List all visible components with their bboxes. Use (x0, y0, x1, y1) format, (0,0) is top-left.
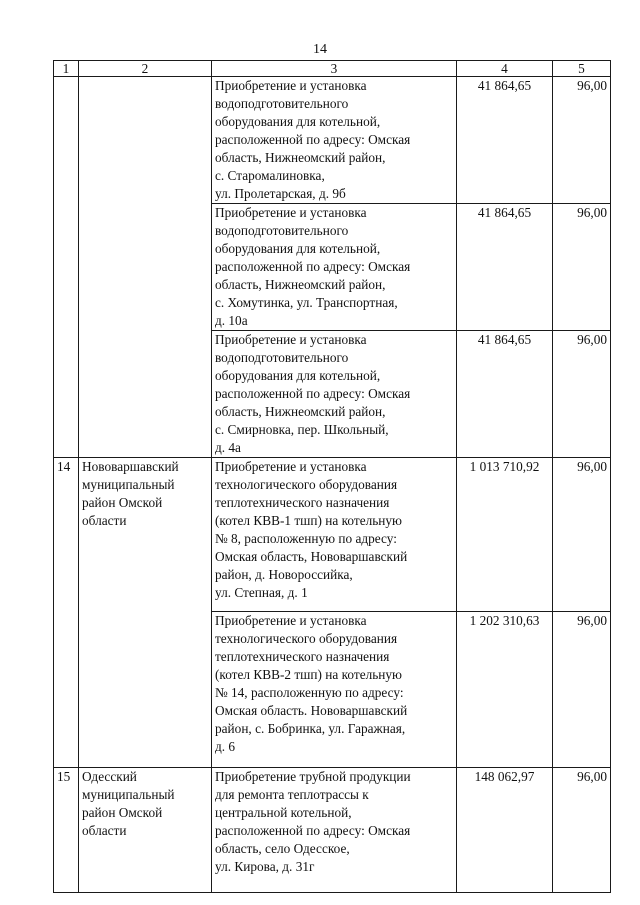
description-line: с. Хомутинка, ул. Транспортная, (215, 295, 398, 310)
description-line: теплотехнического назначения (215, 495, 390, 510)
table-row (54, 77, 611, 204)
percent-value: 96,00 (553, 77, 611, 204)
district-name (79, 204, 212, 331)
description-line: № 14, расположенную по адресу: (215, 685, 404, 700)
description-line: Приобретение и установка (215, 332, 367, 347)
description-line: Приобретение и установка (215, 459, 367, 474)
amount-value: 41 864,65 (457, 331, 553, 458)
description-line: Приобретение трубной продукции (215, 769, 411, 784)
table-row (54, 331, 611, 458)
percent-value: 96,00 (553, 204, 611, 331)
table-row (54, 458, 611, 612)
description-line: район, с. Бобринка, ул. Гаражная, (215, 721, 406, 736)
measure-description (212, 768, 457, 893)
description-line: область, Нижнеомский район, (215, 150, 386, 165)
row-number (54, 612, 79, 768)
table-row (54, 204, 611, 331)
description-line: для ремонта теплотрассы к (215, 787, 369, 802)
description-line: с. Смирновка, пер. Школьный, (215, 422, 389, 437)
description-line: ул. Степная, д. 1 (215, 585, 308, 600)
district-name (79, 77, 212, 204)
description-line: область, Нижнеомский район, (215, 277, 386, 292)
header-col-2: 2 (79, 61, 212, 77)
description-line: № 8, расположенную по адресу: (215, 531, 397, 546)
measure-description (212, 458, 457, 612)
description-line: расположенной по адресу: Омская (215, 386, 411, 401)
row-number (54, 331, 79, 458)
description-line: область, село Одесское, (215, 841, 350, 856)
row-number: 15 (54, 768, 79, 893)
description-line: оборудования для котельной, (215, 368, 381, 383)
district-line: области (82, 513, 127, 528)
description-line: ул. Кирова, д. 31г (215, 859, 315, 874)
description-line: технологического оборудования (215, 477, 398, 492)
header-col-5: 5 (553, 61, 611, 77)
allocation-table (53, 60, 611, 893)
description-line: водоподготовительного (215, 96, 349, 111)
district-line: муниципальный (82, 787, 175, 802)
page-number: 14 (313, 42, 327, 57)
description-line: оборудования для котельной, (215, 241, 381, 256)
percent-value: 96,00 (553, 768, 611, 893)
district-line: район Омской (82, 805, 163, 820)
percent-value: 96,00 (553, 458, 611, 612)
header-col-1: 1 (54, 61, 79, 77)
description-line: (котел КВВ-1 тшп) на котельную (215, 513, 402, 528)
description-line: д. 6 (215, 739, 236, 754)
district-line: район Омской (82, 495, 163, 510)
description-line: Приобретение и установка (215, 78, 367, 93)
header-col-4: 4 (457, 61, 553, 77)
percent-value: 96,00 (553, 331, 611, 458)
description-line: д. 4а (215, 440, 241, 455)
description-line: Приобретение и установка (215, 613, 367, 628)
description-line: центральной котельной, (215, 805, 352, 820)
district-name (79, 612, 212, 768)
description-line: Приобретение и установка (215, 205, 367, 220)
district-line: муниципальный (82, 477, 175, 492)
amount-value: 41 864,65 (457, 204, 553, 331)
description-line: Омская область, Нововаршавский (215, 549, 408, 564)
description-line: оборудования для котельной, (215, 114, 381, 129)
description-line: технологического оборудования (215, 631, 398, 646)
amount-value: 1 202 310,63 (457, 612, 553, 768)
description-line: с. Старомалиновка, (215, 168, 325, 183)
description-line: (котел КВВ-2 тшп) на котельную (215, 667, 402, 682)
description-line: расположенной по адресу: Омская (215, 823, 411, 838)
description-line: расположенной по адресу: Омская (215, 132, 411, 147)
percent-value: 96,00 (553, 612, 611, 768)
amount-value: 1 013 710,92 (457, 458, 553, 612)
district-line: области (82, 823, 127, 838)
description-line: расположенной по адресу: Омская (215, 259, 411, 274)
description-line: д. 10а (215, 313, 248, 328)
district-name (79, 768, 212, 893)
district-name (79, 331, 212, 458)
measure-description (212, 77, 457, 204)
description-line: теплотехнического назначения (215, 649, 390, 664)
measure-description (212, 612, 457, 768)
district-line: Одесский (82, 769, 137, 784)
table-row (54, 612, 611, 768)
header-col-3: 3 (212, 61, 457, 77)
description-line: водоподготовительного (215, 350, 349, 365)
description-line: водоподготовительного (215, 223, 349, 238)
row-number: 14 (54, 458, 79, 612)
description-line: ул. Пролетарская, д. 9б (215, 186, 346, 201)
description-line: район, д. Новороссийка, (215, 567, 353, 582)
description-line: Омская область. Нововаршавский (215, 703, 408, 718)
table-row (54, 768, 611, 893)
table-header-row (54, 61, 611, 77)
district-name (79, 458, 212, 612)
row-number (54, 77, 79, 204)
district-line: Нововаршавский (82, 459, 179, 474)
measure-description (212, 204, 457, 331)
measure-description (212, 331, 457, 458)
description-line: область, Нижнеомский район, (215, 404, 386, 419)
row-number (54, 204, 79, 331)
amount-value: 148 062,97 (457, 768, 553, 893)
amount-value: 41 864,65 (457, 77, 553, 204)
